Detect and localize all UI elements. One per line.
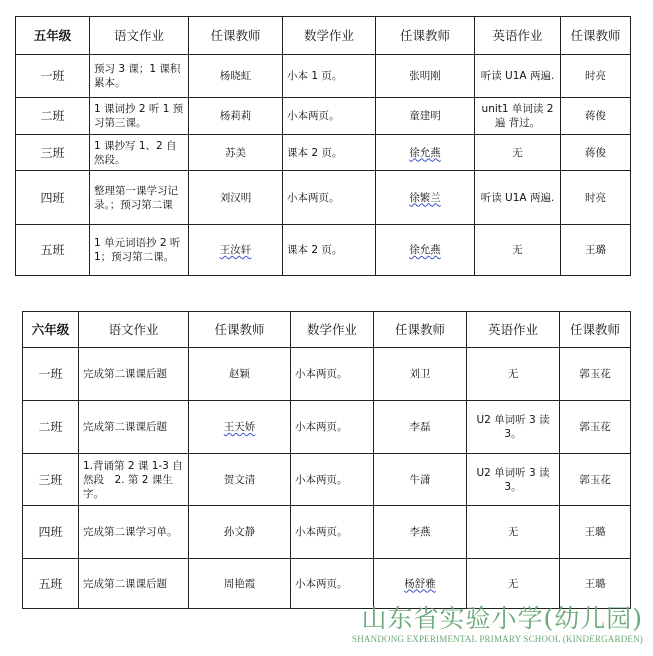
class-label: 二班 (16, 98, 90, 135)
english-homework: 无 (467, 559, 560, 609)
class-label: 一班 (23, 348, 79, 401)
chinese-homework: 1 课词抄 2 听 1 预习第三课。 (90, 98, 189, 135)
table-row (23, 401, 631, 454)
chinese-homework: 整理第一课学习记录。；预习第二课 (90, 171, 189, 225)
class-label: 五班 (23, 559, 79, 609)
chinese-homework: 预习 3 课；1 课积累本。 (90, 55, 189, 98)
grade5-homework-table (15, 16, 631, 276)
table-row (16, 55, 631, 98)
header-english-homework: 英语作业 (475, 17, 561, 55)
header-chinese-homework: 语文作业 (90, 17, 189, 55)
header-chinese-homework: 语文作业 (79, 312, 189, 348)
math-homework: 小本两页。 (291, 348, 374, 401)
class-label: 一班 (16, 55, 90, 98)
table-row (23, 348, 631, 401)
header-english-teacher: 任课教师 (561, 17, 631, 55)
math-homework: 小本两页。 (283, 171, 376, 225)
header-chinese-teacher: 任课教师 (189, 17, 283, 55)
english-homework: 听读 U1A 两遍. (475, 171, 561, 225)
table-header-row (16, 17, 631, 55)
english-homework: U2 单词听 3 读 3。 (467, 454, 560, 506)
chinese-teacher: 赵颖 (189, 348, 291, 401)
english-teacher: 郭玉花 (560, 348, 631, 401)
chinese-teacher: 杨莉莉 (189, 98, 283, 135)
class-label: 三班 (23, 454, 79, 506)
chinese-teacher: 苏美 (189, 135, 283, 171)
table-row (16, 135, 631, 171)
english-homework: 无 (475, 225, 561, 276)
math-teacher: 徐繁兰 (376, 171, 475, 225)
class-label: 四班 (23, 506, 79, 559)
chinese-teacher: 王天娇 (189, 401, 291, 454)
math-homework: 小本两页。 (291, 506, 374, 559)
math-teacher: 童建明 (376, 98, 475, 135)
header-math-homework: 数学作业 (291, 312, 374, 348)
english-teacher: 蒋俊 (561, 135, 631, 171)
math-teacher: 刘卫 (374, 348, 467, 401)
chinese-homework: 1 课抄写 1、2 自然段。 (90, 135, 189, 171)
math-homework: 小本两页。 (291, 559, 374, 609)
english-teacher: 时亮 (561, 171, 631, 225)
english-homework: 无 (475, 135, 561, 171)
english-teacher: 郭玉花 (560, 454, 631, 506)
english-teacher: 王璐 (561, 225, 631, 276)
math-teacher: 杨舒雅 (374, 559, 467, 609)
class-label: 三班 (16, 135, 90, 171)
table-header-row (23, 312, 631, 348)
header-math-teacher: 任课教师 (374, 312, 467, 348)
table-row (23, 454, 631, 506)
math-teacher: 徐允燕 (376, 225, 475, 276)
chinese-teacher: 周艳霞 (189, 559, 291, 609)
english-homework: 听读 U1A 两遍. (475, 55, 561, 98)
math-homework: 课本 2 页。 (283, 225, 376, 276)
math-homework: 小本两页。 (291, 401, 374, 454)
english-homework: U2 单词听 3 读 3。 (467, 401, 560, 454)
table-row (16, 225, 631, 276)
school-name-english: SHANDONG EXPERIMENTAL PRIMARY SCHOOL (KINDERGARDEN) (352, 634, 643, 644)
english-homework: 无 (467, 506, 560, 559)
header-english-homework: 英语作业 (467, 312, 560, 348)
math-homework: 小本两页。 (283, 98, 376, 135)
english-teacher: 蒋俊 (561, 98, 631, 135)
school-name-chinese: 山东省实验小学(幼儿园) (361, 604, 643, 633)
chinese-homework: 1.背诵第 2 课 1-3 自然段 2. 第 2 课生字。 (79, 454, 189, 506)
english-teacher: 王璐 (560, 506, 631, 559)
english-teacher: 郭玉花 (560, 401, 631, 454)
chinese-teacher: 杨晓虹 (189, 55, 283, 98)
table-row (16, 98, 631, 135)
math-teacher: 张明刚 (376, 55, 475, 98)
english-teacher: 时亮 (561, 55, 631, 98)
chinese-teacher: 贺文清 (189, 454, 291, 506)
chinese-homework: 完成第二课课后题 (79, 348, 189, 401)
grade6-homework-table (22, 311, 631, 609)
english-homework: unit1 单词读 2 遍 背过。 (475, 98, 561, 135)
header-english-teacher: 任课教师 (560, 312, 631, 348)
math-teacher: 李磊 (374, 401, 467, 454)
class-label: 五班 (16, 225, 90, 276)
school-logo (343, 604, 643, 645)
chinese-homework: 完成第二课课后题 (79, 401, 189, 454)
table-row (23, 559, 631, 609)
math-homework: 小本 1 页。 (283, 55, 376, 98)
header-math-teacher: 任课教师 (376, 17, 475, 55)
math-teacher: 李燕 (374, 506, 467, 559)
grade-label: 五年级 (16, 17, 90, 55)
chinese-teacher: 刘汉明 (189, 171, 283, 225)
class-label: 二班 (23, 401, 79, 454)
grade-label: 六年级 (23, 312, 79, 348)
chinese-teacher: 孙文静 (189, 506, 291, 559)
math-homework: 课本 2 页。 (283, 135, 376, 171)
english-teacher: 王璐 (560, 559, 631, 609)
chinese-homework: 完成第二课学习单。 (79, 506, 189, 559)
class-label: 四班 (16, 171, 90, 225)
math-teacher: 牛潇 (374, 454, 467, 506)
chinese-homework: 完成第二课课后题 (79, 559, 189, 609)
header-chinese-teacher: 任课教师 (189, 312, 291, 348)
chinese-teacher: 王汝轩 (189, 225, 283, 276)
table-row (23, 506, 631, 559)
math-homework: 小本两页。 (291, 454, 374, 506)
math-teacher: 徐允燕 (376, 135, 475, 171)
table-row (16, 171, 631, 225)
english-homework: 无 (467, 348, 560, 401)
header-math-homework: 数学作业 (283, 17, 376, 55)
chinese-homework: 1 单元词语抄 2 听 1；预习第二课。 (90, 225, 189, 276)
